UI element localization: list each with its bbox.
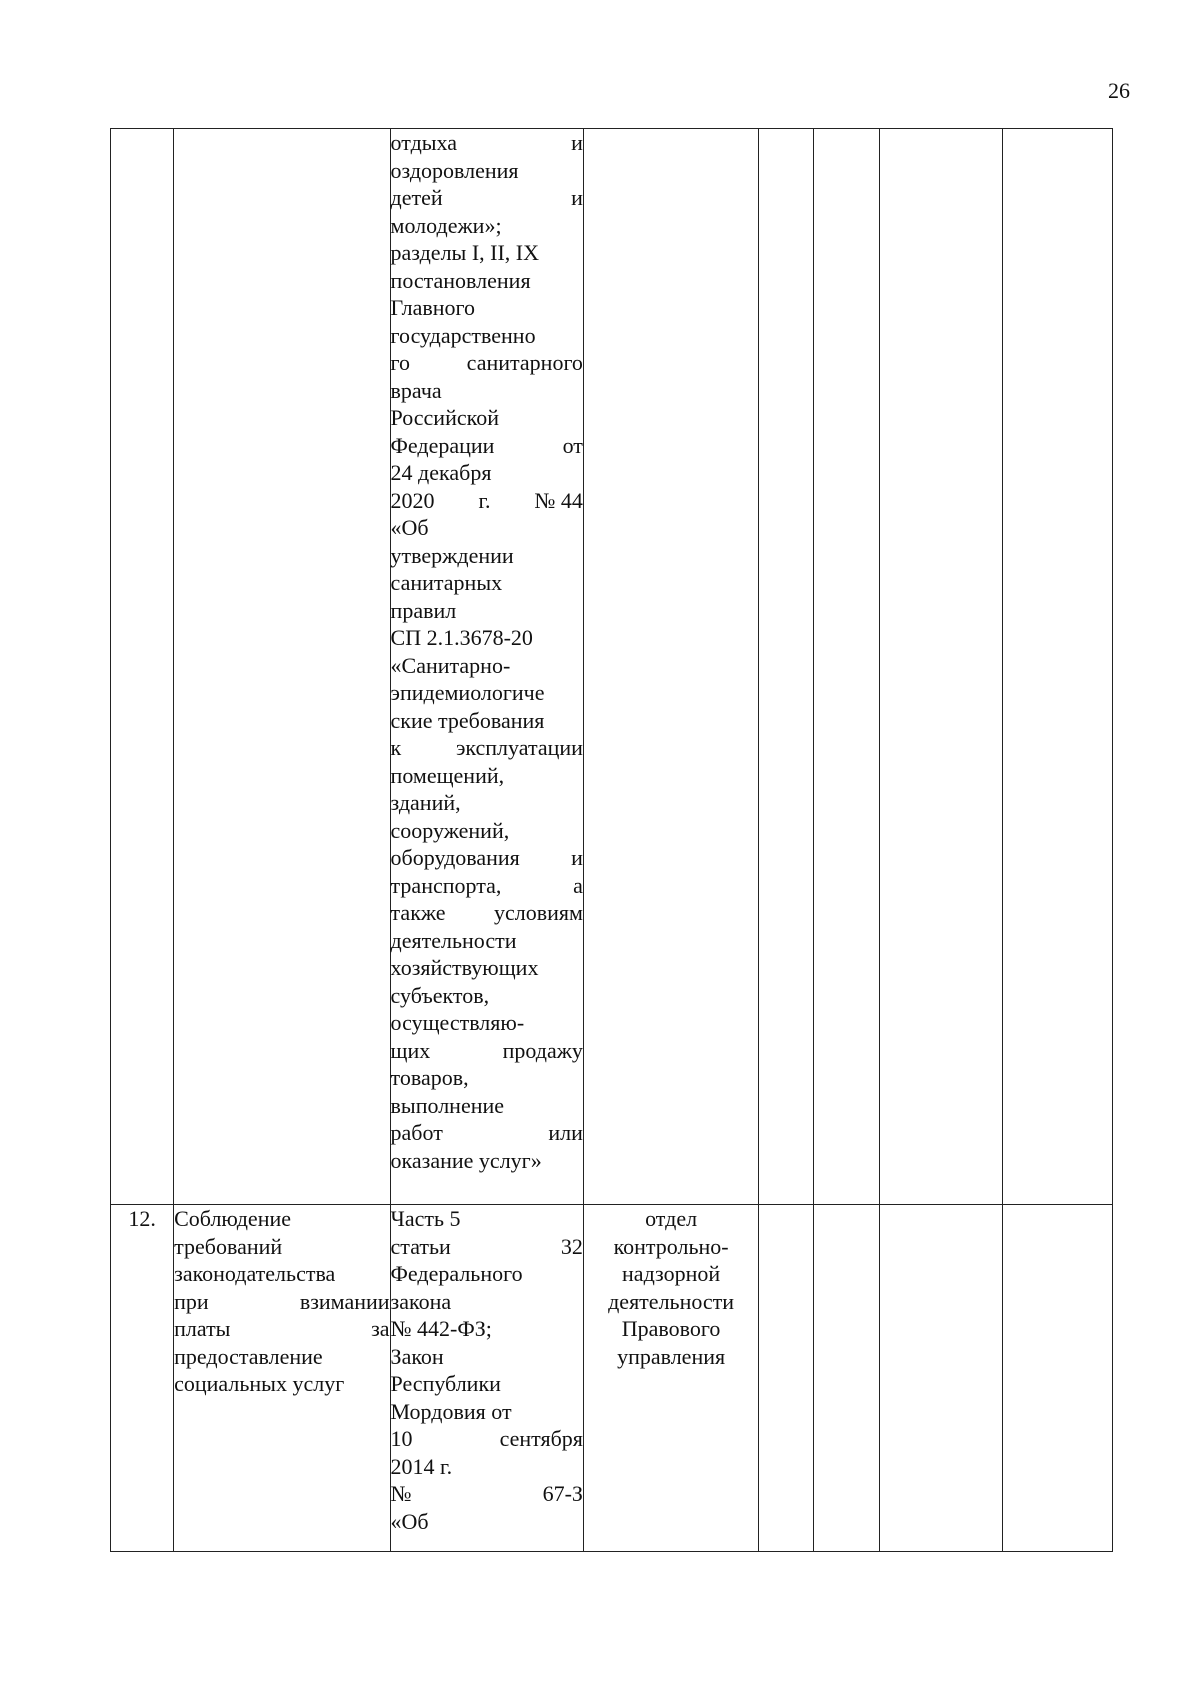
text-word: разделы I, II, IX <box>390 240 540 265</box>
text-line <box>174 1370 389 1398</box>
text-line <box>391 1119 583 1147</box>
text-line <box>391 459 583 487</box>
requirement-cell <box>174 1205 390 1552</box>
page-number: 26 <box>1108 78 1130 103</box>
text-word: щих <box>390 1037 431 1063</box>
requirement-cell <box>174 129 390 1205</box>
text-word: утверждении <box>390 542 514 568</box>
text-line <box>391 1147 583 1175</box>
text-word: «Об <box>390 515 429 540</box>
text-word: хозяйствующих <box>390 955 539 980</box>
text-word: а <box>573 872 583 898</box>
text-word: г. <box>478 487 491 513</box>
text-line <box>584 1233 758 1261</box>
text-line <box>391 624 583 652</box>
text-line <box>391 1205 583 1233</box>
text-line <box>391 927 583 955</box>
text-word: детей <box>390 185 443 210</box>
text-word: 24 декабря <box>390 460 492 485</box>
text-line <box>391 1260 583 1288</box>
text-word: постановления <box>390 267 531 293</box>
text-word: или <box>548 1120 583 1145</box>
text-line <box>391 817 583 845</box>
law-reference-text <box>391 129 583 1174</box>
text-word: и <box>571 130 583 155</box>
empty-cell <box>1002 129 1112 1205</box>
text-word: «Санитарно- <box>390 652 511 678</box>
text-line <box>391 707 583 735</box>
department-text <box>584 1205 758 1370</box>
text-word: продажу <box>502 1037 583 1063</box>
text-line <box>391 679 583 707</box>
text-word: транспорта, <box>390 872 502 898</box>
text-line <box>391 1037 583 1065</box>
empty-cell <box>1002 1205 1112 1552</box>
text-word: сооружений, <box>390 817 510 843</box>
text-word: законодательства <box>174 1261 336 1286</box>
text-line <box>174 1205 389 1233</box>
text-line <box>391 1480 583 1508</box>
text-line <box>391 1398 583 1426</box>
text-line <box>391 294 583 322</box>
text-word: к <box>390 735 402 760</box>
row-number-cell <box>111 129 174 1205</box>
text-word: Главного <box>390 295 475 320</box>
text-word: санитарного <box>466 350 583 375</box>
text-line <box>391 872 583 900</box>
text-word: статьи <box>390 1233 451 1259</box>
empty-cell <box>814 129 879 1205</box>
text-word: оказание услуг» <box>390 1147 542 1173</box>
text-word: при <box>174 1288 209 1314</box>
text-word: № <box>390 1481 412 1506</box>
text-word: от <box>562 432 583 458</box>
text-line <box>391 267 583 295</box>
text-word: помещений, <box>390 762 505 788</box>
row-number: 12. <box>128 1206 156 1231</box>
text-line <box>391 1233 583 1261</box>
text-word: Федерации <box>390 432 495 458</box>
text-word: деятельности <box>608 1288 735 1314</box>
text-line <box>391 432 583 460</box>
text-word: Соблюдение <box>174 1206 292 1231</box>
text-line <box>391 789 583 817</box>
text-word: государственно <box>390 322 536 348</box>
text-line <box>391 1009 583 1037</box>
department-cell <box>583 1205 758 1552</box>
text-word: предоставление <box>174 1343 323 1369</box>
text-line <box>391 762 583 790</box>
text-line <box>391 1064 583 1092</box>
empty-cell <box>759 1205 814 1552</box>
empty-cell <box>759 129 814 1205</box>
text-word: СП 2.1.3678-20 <box>390 625 533 650</box>
text-word: и <box>571 185 583 210</box>
text-word: взимании <box>299 1288 390 1314</box>
text-word: Часть 5 <box>390 1206 461 1231</box>
text-word: контрольно- <box>613 1233 729 1259</box>
text-word: социальных услуг <box>174 1371 345 1396</box>
law-reference-cell <box>390 129 583 1205</box>
text-word: и <box>571 845 583 870</box>
text-word: правил <box>390 597 457 623</box>
empty-cell <box>879 129 1002 1205</box>
text-word: работ <box>390 1120 443 1145</box>
text-line <box>391 652 583 680</box>
text-word: осуществляю- <box>390 1010 525 1035</box>
text-word: врача <box>390 377 442 403</box>
text-word: Федерального <box>390 1261 523 1286</box>
text-word: санитарных <box>390 570 503 595</box>
text-line <box>174 1260 389 1288</box>
text-line <box>391 487 583 515</box>
text-word: отдел <box>645 1206 698 1231</box>
text-word: за <box>371 1316 390 1341</box>
text-line <box>391 1508 583 1536</box>
text-line <box>391 157 583 185</box>
text-word: ские требования <box>390 707 545 733</box>
text-word: субъектов, <box>390 982 490 1008</box>
text-word: надзорной <box>622 1261 721 1286</box>
text-line <box>584 1205 758 1233</box>
text-line <box>391 184 583 212</box>
text-line <box>391 1315 583 1343</box>
text-line <box>391 597 583 625</box>
text-word: оздоровления <box>390 157 519 183</box>
empty-cell <box>814 1205 879 1552</box>
text-line <box>391 377 583 405</box>
text-word: Республики <box>390 1371 501 1396</box>
law-reference-text <box>391 1205 583 1535</box>
text-word: также <box>390 900 446 925</box>
requirement-text <box>174 1205 389 1398</box>
text-line <box>584 1288 758 1316</box>
text-line <box>584 1315 758 1343</box>
text-word: № 44 <box>534 487 583 513</box>
text-word: сентября <box>499 1426 583 1451</box>
text-word: эпидемиологиче <box>390 680 545 705</box>
text-line <box>584 1343 758 1371</box>
text-word: товаров, <box>390 1065 469 1090</box>
text-line <box>391 349 583 377</box>
text-word: 32 <box>560 1233 583 1259</box>
text-line <box>391 404 583 432</box>
text-word: № 442-ФЗ; <box>390 1316 492 1341</box>
control-measures-table <box>110 128 1113 1552</box>
text-word: Мордовия от <box>390 1398 512 1424</box>
text-word: 2020 <box>390 487 435 513</box>
text-line <box>391 734 583 762</box>
text-line <box>391 239 583 267</box>
text-word: деятельности <box>390 927 517 953</box>
text-word: 10 <box>390 1426 413 1451</box>
text-line <box>174 1343 389 1371</box>
text-line <box>391 514 583 542</box>
text-word: зданий, <box>390 790 461 815</box>
text-line <box>584 1260 758 1288</box>
text-word: оборудования <box>390 845 520 870</box>
text-line <box>174 1288 389 1316</box>
text-word: управления <box>617 1343 726 1369</box>
row-number-cell <box>111 1205 174 1552</box>
text-line <box>391 542 583 570</box>
text-line <box>391 982 583 1010</box>
text-line <box>174 1315 389 1343</box>
text-word: Правового <box>621 1316 721 1341</box>
text-line <box>391 899 583 927</box>
text-word: молодежи»; <box>390 212 502 238</box>
text-word: условиям <box>493 900 583 925</box>
text-word: требований <box>174 1233 283 1259</box>
text-line <box>391 1370 583 1398</box>
text-word: отдыха <box>390 130 458 155</box>
text-word: эксплуатации <box>455 735 583 760</box>
text-word: го <box>390 350 411 375</box>
text-word: Закон <box>390 1343 444 1369</box>
text-line <box>391 844 583 872</box>
law-reference-cell <box>390 1205 583 1552</box>
text-word: 2014 г. <box>390 1453 453 1479</box>
text-word: 67-З <box>542 1481 583 1506</box>
empty-cell <box>879 1205 1002 1552</box>
text-word: закона <box>390 1288 452 1314</box>
text-word: «Об <box>390 1508 429 1534</box>
table-row <box>111 1205 1113 1552</box>
text-line <box>174 1233 389 1261</box>
text-line <box>391 212 583 240</box>
text-line <box>391 1288 583 1316</box>
text-word: Российской <box>390 405 499 430</box>
text-line <box>391 1453 583 1481</box>
text-line <box>391 1092 583 1120</box>
text-word: выполнение <box>390 1092 505 1118</box>
text-line <box>391 954 583 982</box>
table-row <box>111 129 1113 1205</box>
text-line <box>391 1343 583 1371</box>
text-line <box>391 322 583 350</box>
department-cell <box>583 129 758 1205</box>
text-word: платы <box>174 1316 231 1341</box>
text-line <box>391 1425 583 1453</box>
text-line <box>391 129 583 157</box>
text-line <box>391 569 583 597</box>
